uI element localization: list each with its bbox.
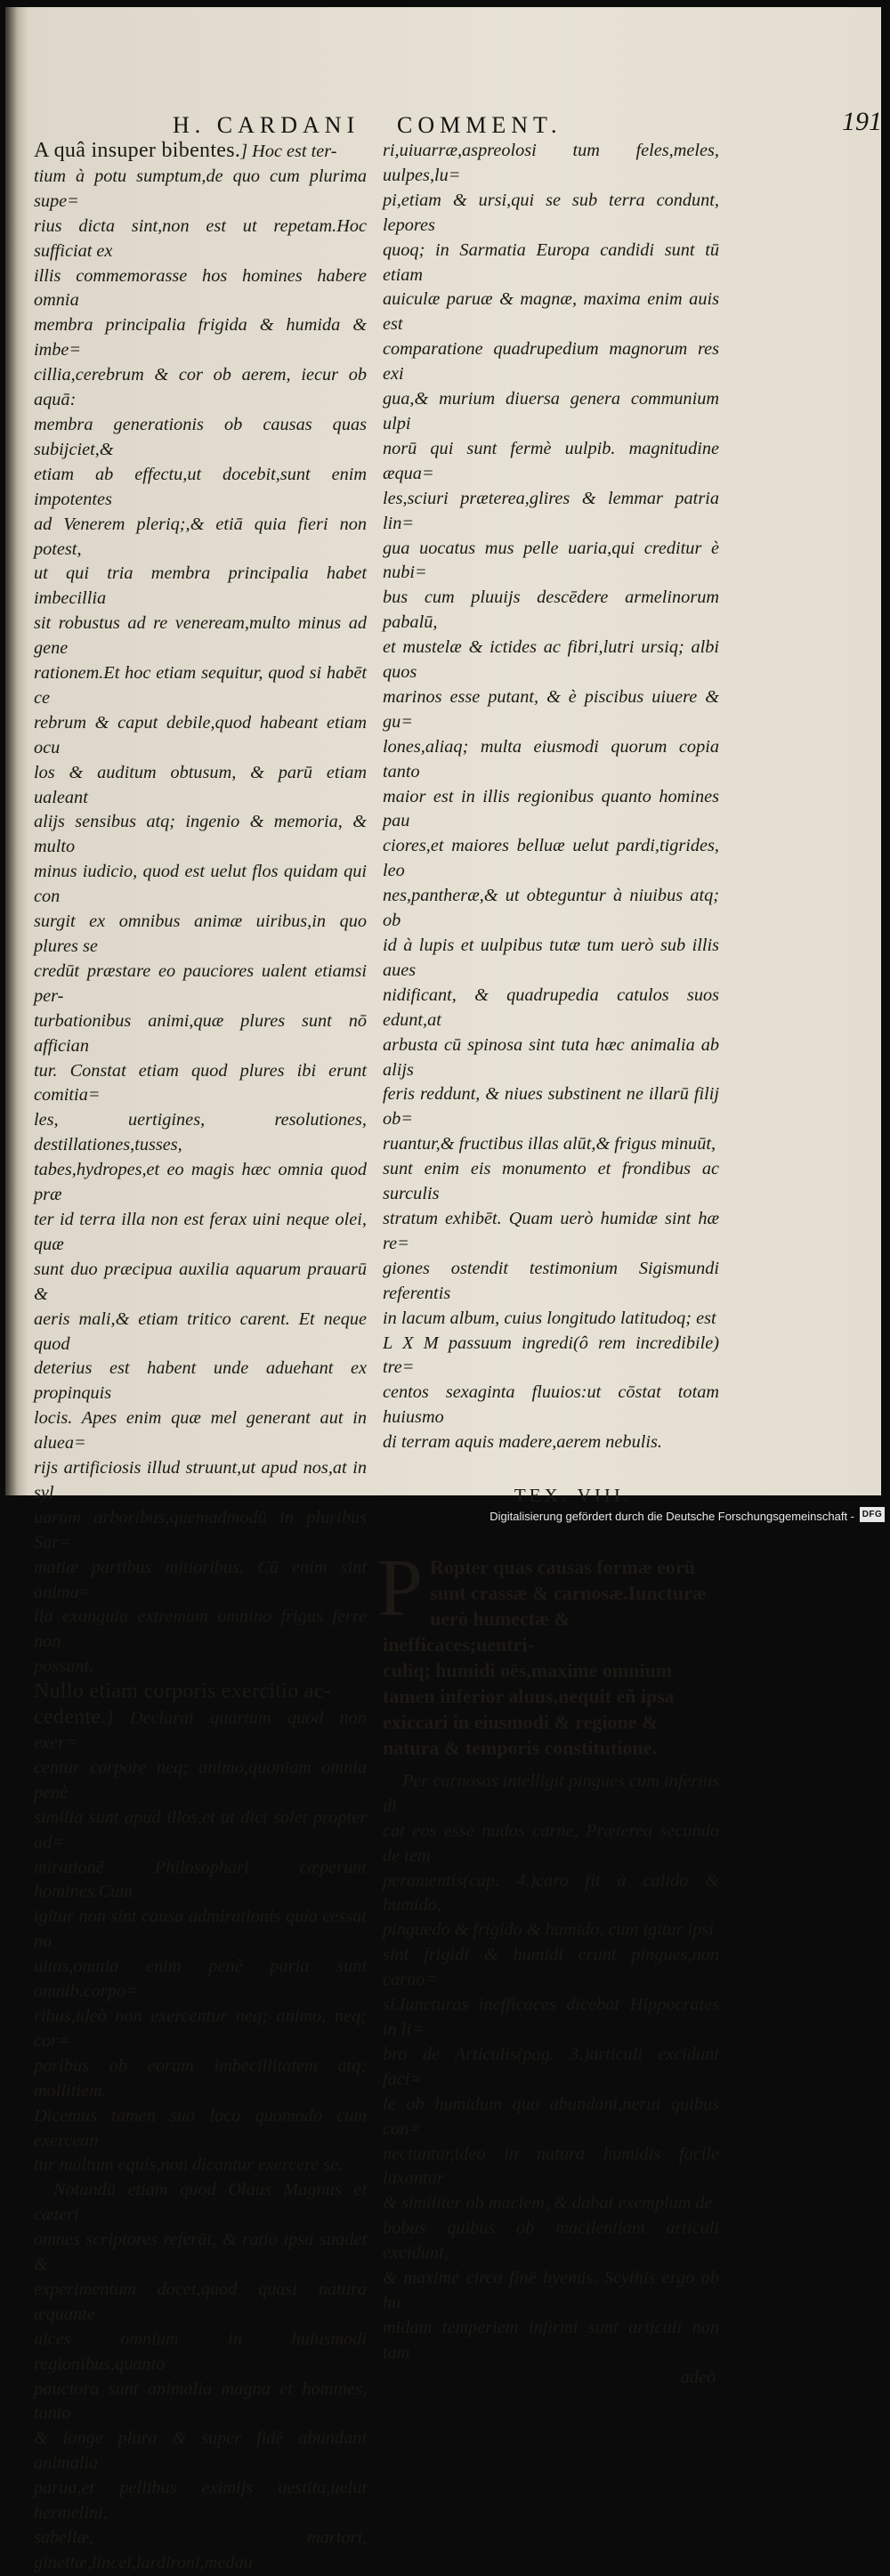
paragraph [34, 139, 367, 1680]
section-heading: TEX. VIII. [514, 1485, 633, 1507]
paragraph-text: ] Declarat quartum quod non exer= centur corpore neq; animo,quoniam omnia penè similia sunt apud illos,et ut dici solet propter ad= mirationē Philosophari cœperunt homines.Cum igitur non sint causa admirationis quia cessat no uitas,omnia enim penè paria sunt omnib.corpo= ribus,ideò non exercentur neq; animo, neq; cor= poribus ob eorum imbecillitatem atq; mollitiem. Dicemus tamen suo loco quomodo cum exercean tur multum equis,non dicantur exercere se. [34, 1708, 367, 2175]
funding-note: Digitalisierung gefördert durch die Deutsche Forschungsgemeinschaft - [490, 1510, 854, 1523]
lemma: Nullo etiam corporis exercitio ac- cedente. [34, 1680, 332, 1729]
paragraph-text: ] Hoc est ter- tium à potu sumptum,de quo cum plurima supe= rius dicta sint,non est ut repetam.Hoc sufficiat ex illis commemorasse hos homines habere omnia membra principalia frigida & humida & imbe= cillia,cerebrum & cor ob aerem, iecur ob aquā: membra generationis ob causas quas subijciet,& etiam ab effectu,ut docebit,sunt enim impotentes ad Venerem pleriq;,& etiā quia fieri non potest, ut qui tria membra principalia habet imbecillia sit robustus ad re veneream,multo minus ad gene rationem.Et hoc etiam sequitur, quod si habēt ce rebrum & caput debile,quod habeant etiam ocu los & auditum obtusum, & parū etiam ualeant alijs sensibus atq; ingenio & memoria, & multo minus iudicio, quod est uelut flos quidam qui con surgit ex omnibus animæ uiribus,in quo plures se credūt præstare eo pauciores ualent etiamsi per- turbationibus animi,quæ plures sunt nō affician tur. Constat etiam quod plures ibi erunt comitia= les, uertigines, resolutiones, destillationes,tusses, tabes,hydropes,et eo magis hæc omnia quod præ ter id terra illa non est ferax uini neque olei, quæ sunt duo præcipua auxilia aquarum prauarū & aeris mali,& etiam tritico carent. Et neque quod deterius est habent unde aduehant ex propinquis locis. Apes enim quæ mel generant aut in aluea= rijs artificiosis illud struunt,ut apud nos,at in syl uarum arboribus,quemadmodū in pluribus Sar= matiæ partibus mitioribus. Cū enim sint anima= lia exanguia extremum omnino frigus ferre non possunt. [34, 142, 367, 1677]
paragraph: Notandū etiam quod Olaus Magnus et cæteri omnes scriptores referūt, & ratio ipsa suadet & experimentum docet,quod quasi natura æquante uices omnium in huiusmodi regionibus,quanto pauciora sunt animalia magna et homines, tanto & longe plura & super fidē abundant animalia parua,et pellibus eximijs uestita,uelut hermelini, sabellæ, martori, ginettæ,lincei,lardironi,medau [34, 2180, 367, 2572]
running-head-title: COMMENT. [397, 112, 562, 138]
paragraph: Per carnosas intelligit pingues cum inferius di cat eos esse nudos carne, Præterea secundo de tem peramentis(cap. 4.)caro fit à calido & humido, pinguedo & frigido & humido, cum igitur ipsi sint frigidi & humidi erunt pingues,non carno= si.Iuncturas inefficaces dicebat Hippocrates in li= bro de Articulis(pag. 3.)articuli excidunt faci= le ob humidum quo abundant,nerui quibus con= nectuntur,ideo in natura humidis facile luxantur & similiter ob maciem, & dabat exemplum de bobus quibus ob macilentiam articuli excidunt, & maximè circa finē hyemis. Scythis ergo ob hu midam temperiem infirmi sunt articuli non tam [383, 1770, 719, 2362]
dfg-logo: DFG [860, 1507, 885, 1522]
running-head-author: H. CARDANI [173, 112, 360, 138]
left-column [34, 139, 367, 2576]
spacer [383, 1761, 719, 1770]
paragraph: ri,uiuarræ,aspreolosi tum feles,meles, uulpes,lu= pi,etiam & ursi,qui se sub terra condunt, lepores quoq; in Sarmatia Europa candidi sunt tū etiam auiculæ paruæ & magnæ, maxima enim auis est comparatione quadrupedium magnorum res exi gua,& murium diuersa genera communium ulpi norū qui sunt fermè uulpib. magnitudine æqua= les,sciuri præterea,glires & lemmar patria lin= gua uocatus mus pelle uaria,qui creditur è nubi= bus cum pluuijs descēdere armelinorum pabalū, et mustelæ & ictides ac fibri,lutri ursiq; albi quos marinos esse putant, & è piscibus uiuere & gu= lones,aliaq; multa eiusmodi quorum copia tanto maior est in illis regionibus quanto homines pau ciores,et maiores belluæ uelut pardi,tigrides, leo nes,pantheræ,& ut obteguntur à niuibus atq; ob id à lupis et uulpibus tutæ tum uerò sub illis aues nidificant, & quadrupedia catulos suos edunt,at arbusta cū spinosa sint tuta hæc animalia ab alijs feris reddunt, & niues substinent ne illarū filij ob= ruantur,& fructibus illas alūt,& frigus minuūt, sunt enim eis monumento et frondibus ac surculis stratum exhibēt. Quam uerò humidæ sint hæ re= giones ostendit testimonium Sigismundi referentis in lacum album, cuius longitudo latitudoq; est L X M passuum ingredi(ô rem incredibile) tre= centos sexaginta fluuios:ut cōstat totam huiusmo di terram aquis madere,aerem nebulis. [383, 141, 719, 1453]
aphorism-text [377, 1528, 719, 1761]
catchword: adeò [680, 2367, 716, 2387]
digitization-footer [0, 1499, 890, 1527]
paragraph [34, 1680, 367, 2178]
drop-cap: P [377, 1541, 424, 1632]
right-column [377, 139, 719, 2391]
lemma: A quâ insuper bibentes. [34, 139, 241, 162]
aphorism-body: Ropter quas causas formæ eorū sunt crassæ & carnosæ.Iuncturæ uerò humectæ & inefficaces;uentri- culiq; humidi oēs,maxime omnium tamen inferior aluus,nequit eñ ipsa exiccari in eiusmodi & regione & natura & temporis constitutione. [383, 1555, 707, 1759]
page-number: 191 [842, 107, 882, 136]
